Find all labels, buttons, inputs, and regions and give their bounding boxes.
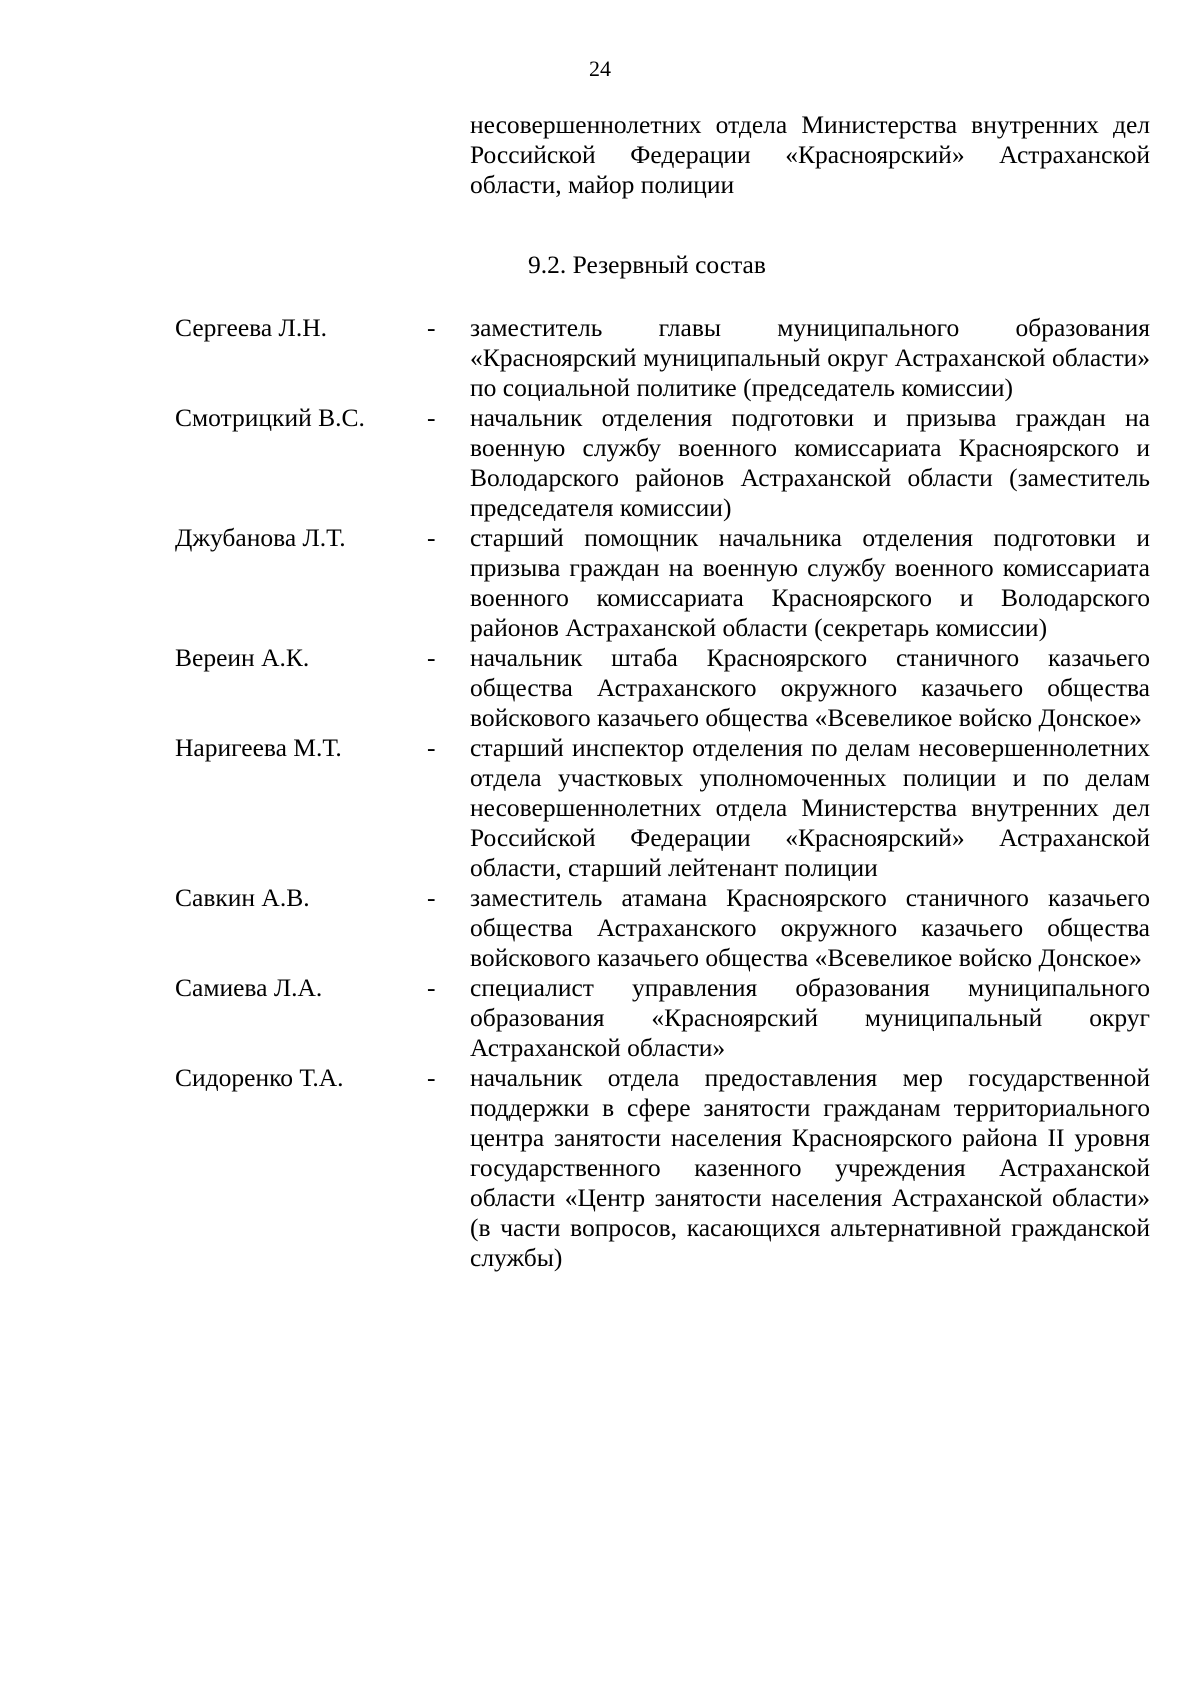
page-number: 24 <box>589 56 611 81</box>
member-name: Самиева Л.А. <box>175 973 323 1002</box>
member-row <box>175 523 1150 643</box>
member-role: заместитель атамана Красноярского станичного казачьего общества Астраханского окружного казачьего общества войскового казачьего общества «Всевеликое войско Донское» <box>470 883 1150 972</box>
member-name: Смотрицкий В.С. <box>175 403 365 432</box>
member-role: заместитель главы муниципального образования «Красноярский муниципальный округ Астраханской области» по социальной политике (председатель комиссии) <box>470 313 1150 402</box>
member-dash: - <box>427 883 436 912</box>
member-name: Сидоренко Т.А. <box>175 1063 344 1092</box>
member-row <box>175 973 1150 1063</box>
member-dash: - <box>427 403 436 432</box>
member-role: начальник штаба Красноярского станичного казачьего общества Астраханского окружного казачьего общества войскового казачьего общества «Всевеликое войско Донское» <box>470 643 1150 732</box>
member-row <box>175 733 1150 883</box>
member-row <box>175 643 1150 733</box>
member-dash: - <box>427 643 436 672</box>
member-row <box>175 883 1150 973</box>
member-row <box>175 1063 1150 1273</box>
member-role: старший помощник начальника отделения подготовки и призыва граждан на военную службу военного комиссариата военного комиссариата Красноярского и Володарского районов Астраханской области (секретарь комиссии) <box>470 523 1150 642</box>
member-name: Вереин А.К. <box>175 643 310 672</box>
member-role: специалист управления образования муниципального образования «Красноярский муниципальный округ Астраханской области» <box>470 973 1150 1062</box>
member-row <box>175 403 1150 523</box>
member-dash: - <box>427 1063 436 1092</box>
member-name: Джубанова Л.Т. <box>175 523 346 552</box>
section-heading: 9.2. Резервный состав <box>528 250 766 279</box>
member-name: Савкин А.В. <box>175 883 310 912</box>
member-role: начальник отдела предоставления мер государственной поддержки в сфере занятости гражданам территориального центра занятости населения Красноярского района II уровня государственного казенного учреждения Астраханской области «Центр занятости населения Астраханской области» (в части вопросов, касающихся альтернативной гражданской службы) <box>470 1063 1150 1272</box>
member-dash: - <box>427 313 436 342</box>
member-dash: - <box>427 733 436 762</box>
member-name: Сергеева Л.Н. <box>175 313 328 342</box>
member-role: старший инспектор отделения по делам несовершеннолетних отдела участковых уполномоченных полиции и по делам несовершеннолетних отдела Министерства внутренних дел Российской Федерации «Красноярский» Астраханской области, старший лейтенант полиции <box>470 733 1150 882</box>
member-list <box>175 313 1150 1273</box>
member-dash: - <box>427 523 436 552</box>
member-row <box>175 313 1150 403</box>
member-name: Наригеева М.Т. <box>175 733 342 762</box>
member-dash: - <box>427 973 436 1002</box>
continuation-paragraph: несовершеннолетних отдела Министерства внутренних дел Российской Федерации «Красноярский» Астраханской области, майор полиции <box>470 110 1150 199</box>
member-role: начальник отделения подготовки и призыва граждан на военную службу военного комиссариата Красноярского и Володарского районов Астраханской области (заместитель председателя комиссии) <box>470 403 1150 522</box>
